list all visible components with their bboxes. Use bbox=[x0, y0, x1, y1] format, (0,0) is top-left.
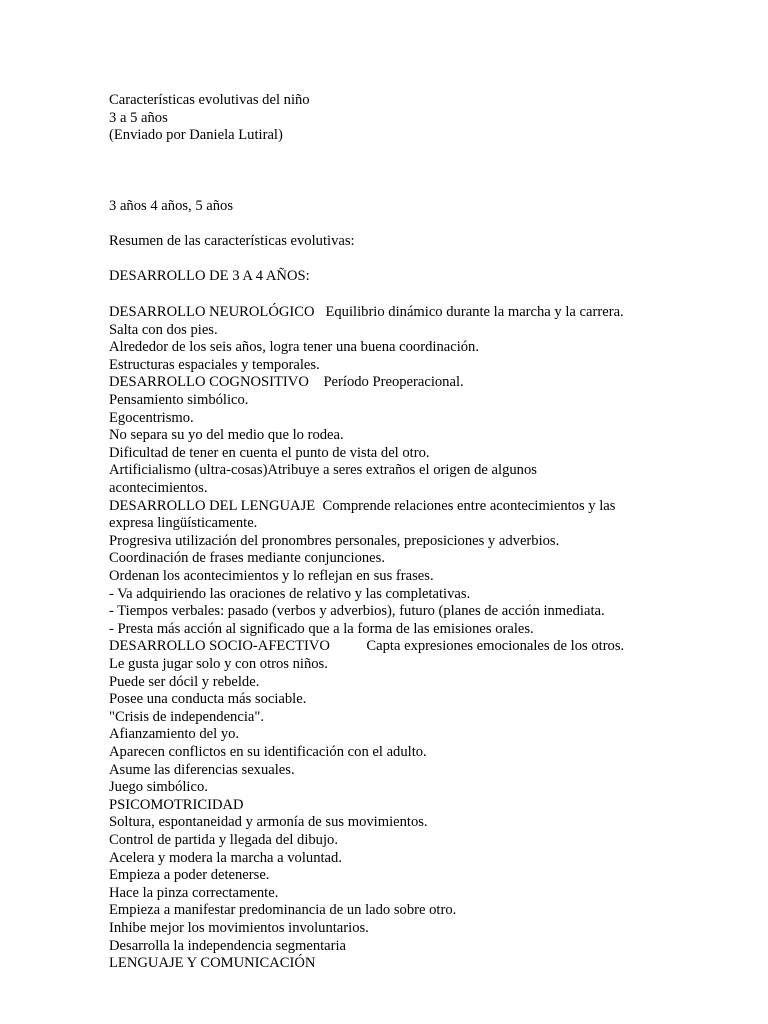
text-line: Puede ser dócil y rebelde. bbox=[109, 673, 260, 690]
text-line: acontecimientos. bbox=[109, 480, 208, 496]
text-line: Hace la pinza correctamente. bbox=[109, 884, 279, 901]
document-title: Características evolutivas del niño bbox=[109, 92, 310, 108]
text-line: Estructuras espaciales y temporales. bbox=[109, 356, 320, 373]
text-line: Desarrolla la independencia segmentaria bbox=[109, 937, 347, 954]
text-line: Pensamiento simbólico. bbox=[109, 392, 249, 408]
text-line: Coordinación de frases mediante conjunciones. bbox=[109, 550, 385, 567]
text-line: Asume las diferencias sexuales. bbox=[109, 761, 295, 778]
text-line: - Presta más acción al significado que a la forma de las emisiones orales. bbox=[109, 620, 534, 637]
text-line: Egocentrismo. bbox=[109, 409, 194, 426]
age-groups-line: 3 años 4 años, 5 años bbox=[109, 198, 234, 214]
text-line: Aparecen conflictos en su identificación con el adulto. bbox=[109, 744, 427, 760]
text-line: Soltura, espontaneidad y armonía de sus movimientos. bbox=[109, 814, 428, 831]
text-line: DESARROLLO DEL LENGUAJE Comprende relaciones entre acontecimientos y las bbox=[109, 497, 616, 514]
text-line: Empieza a poder detenerse. bbox=[109, 867, 270, 884]
text-line: Control de partida y llegada del dibujo. bbox=[109, 832, 338, 848]
text-line: Ordenan los acontecimientos y lo reflejan en sus frases. bbox=[109, 568, 434, 584]
text-line: Acelera y modera la marcha a voluntad. bbox=[109, 849, 342, 866]
text-line: Salta con dos pies. bbox=[109, 321, 218, 338]
text-line: Juego simbólico. bbox=[109, 779, 208, 796]
text-line: PSICOMOTRICIDAD bbox=[109, 796, 244, 813]
text-line: Posee una conducta más sociable. bbox=[109, 691, 307, 708]
text-line: Afianzamiento del yo. bbox=[109, 726, 240, 743]
text-line: Progresiva utilización del pronombres personales, preposiciones y adverbios. bbox=[109, 532, 560, 549]
text-line: Dificultad de tener en cuenta el punto de vista del otro. bbox=[109, 444, 430, 461]
text-line: - Va adquiriendo las oraciones de relativo y las completativas. bbox=[109, 585, 471, 602]
text-line: Artificialismo (ultra-cosas)Atribuye a seres extraños el origen de algunos bbox=[109, 462, 537, 479]
text-line: Empieza a manifestar predominancia de un lado sobre otro. bbox=[109, 902, 457, 919]
text-line: DESARROLLO COGNOSITIVO Período Preoperacional. bbox=[109, 374, 464, 391]
age-range-subtitle: 3 a 5 años bbox=[109, 109, 168, 126]
text-line: No separa su yo del medio que lo rodea. bbox=[109, 427, 344, 444]
text-line: DESARROLLO SOCIO-AFECTIVO Capta expresiones emocionales de los otros. bbox=[109, 638, 625, 655]
text-line: "Crisis de independencia". bbox=[109, 708, 264, 725]
summary-heading: Resumen de las características evolutivas: bbox=[109, 233, 355, 249]
text-line: DESARROLLO NEUROLÓGICO Equilibrio dinámico durante la marcha y la carrera. bbox=[109, 304, 624, 320]
text-line: expresa lingüísticamente. bbox=[109, 515, 258, 532]
text-line: Le gusta jugar solo y con otros niños. bbox=[109, 656, 328, 672]
text-line: Inhibe mejor los movimientos involuntarios. bbox=[109, 920, 369, 936]
text-line: - Tiempos verbales: pasado (verbos y adverbios), futuro (planes de acción inmediata. bbox=[109, 603, 605, 620]
author-credit: (Enviado por Daniela Lutiral) bbox=[109, 127, 283, 144]
text-line: LENGUAJE Y COMUNICACIÓN bbox=[109, 955, 316, 972]
text-line: Alrededor de los seis años, logra tener una buena coordinación. bbox=[109, 339, 479, 356]
section-heading-3-4: DESARROLLO DE 3 A 4 AÑOS: bbox=[109, 268, 310, 284]
